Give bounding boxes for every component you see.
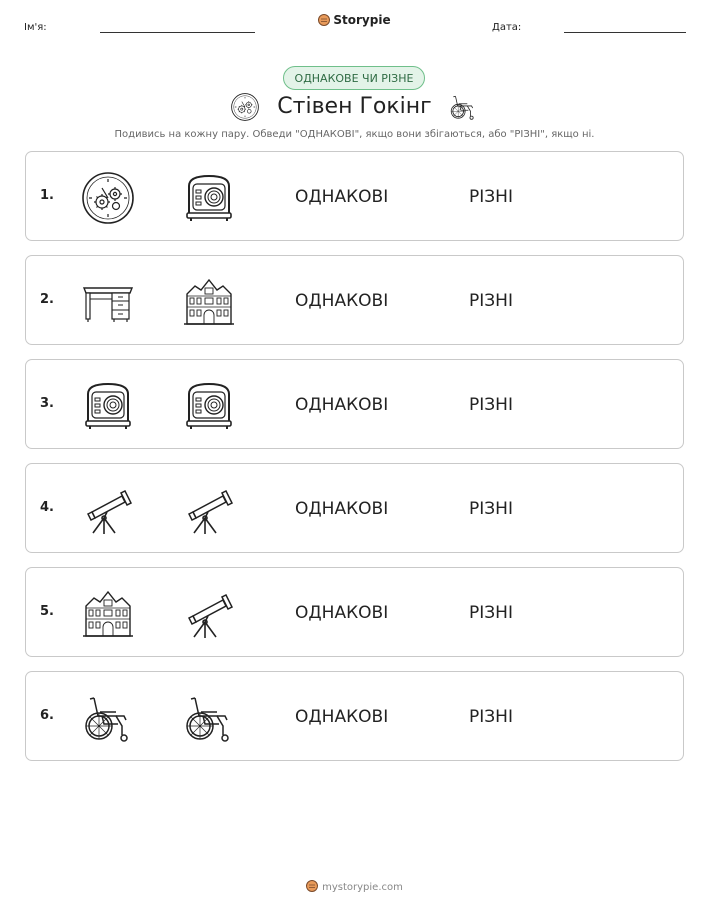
different-option[interactable]: РІЗНІ (469, 187, 513, 207)
radio-icon (181, 170, 237, 226)
same-option[interactable]: ОДНАКОВІ (295, 291, 389, 311)
question-number: 1. (40, 188, 54, 203)
instructions: Подивись на кожну пару. Обведи "ОДНАКОВІ", якщо вони збігаються, або "РІЗНІ", якщо ні. (114, 129, 595, 140)
wheelchair-icon (181, 690, 237, 746)
name-label: Ім'я: (24, 22, 47, 33)
date-line[interactable] (564, 32, 686, 33)
different-option[interactable]: РІЗНІ (469, 603, 513, 623)
question-number: 3. (40, 396, 54, 411)
question-number: 5. (40, 604, 54, 619)
worksheet-type-badge: ОДНАКОВЕ ЧИ РІЗНЕ (283, 66, 425, 90)
same-option[interactable]: ОДНАКОВІ (295, 603, 389, 623)
name-line[interactable] (100, 32, 255, 33)
pie-logo-icon (306, 880, 318, 892)
telescope-icon (181, 482, 237, 538)
same-option[interactable]: ОДНАКОВІ (295, 499, 389, 519)
radio-icon (80, 378, 136, 434)
question-number: 2. (40, 292, 54, 307)
brand-logo (0, 13, 709, 27)
building-icon (181, 274, 237, 330)
same-option[interactable]: ОДНАКОВІ (295, 187, 389, 207)
question-row (25, 463, 684, 553)
question-row (25, 567, 684, 657)
page-title: Стівен Гокінг (277, 94, 432, 119)
desk-icon (80, 274, 136, 330)
different-option[interactable]: РІЗНІ (469, 707, 513, 727)
different-option[interactable]: РІЗНІ (469, 395, 513, 415)
question-number: 4. (40, 500, 54, 515)
footer-url: mystorypie.com (322, 882, 403, 893)
footer (0, 880, 709, 893)
building-icon (80, 586, 136, 642)
question-row (25, 151, 684, 241)
date-label: Дата: (492, 22, 522, 33)
question-number: 6. (40, 708, 54, 723)
telescope-icon (80, 482, 136, 538)
wheelchair-icon (448, 92, 478, 122)
same-option[interactable]: ОДНАКОВІ (295, 395, 389, 415)
gears-clock-icon (80, 170, 136, 226)
question-row (25, 671, 684, 761)
radio-icon (181, 378, 237, 434)
pie-logo-icon (318, 14, 330, 26)
question-row (25, 255, 684, 345)
telescope-icon (181, 586, 237, 642)
wheelchair-icon (80, 690, 136, 746)
different-option[interactable]: РІЗНІ (469, 291, 513, 311)
brand-name: Storypie (333, 13, 391, 27)
different-option[interactable]: РІЗНІ (469, 499, 513, 519)
same-option[interactable]: ОДНАКОВІ (295, 707, 389, 727)
question-row (25, 359, 684, 449)
